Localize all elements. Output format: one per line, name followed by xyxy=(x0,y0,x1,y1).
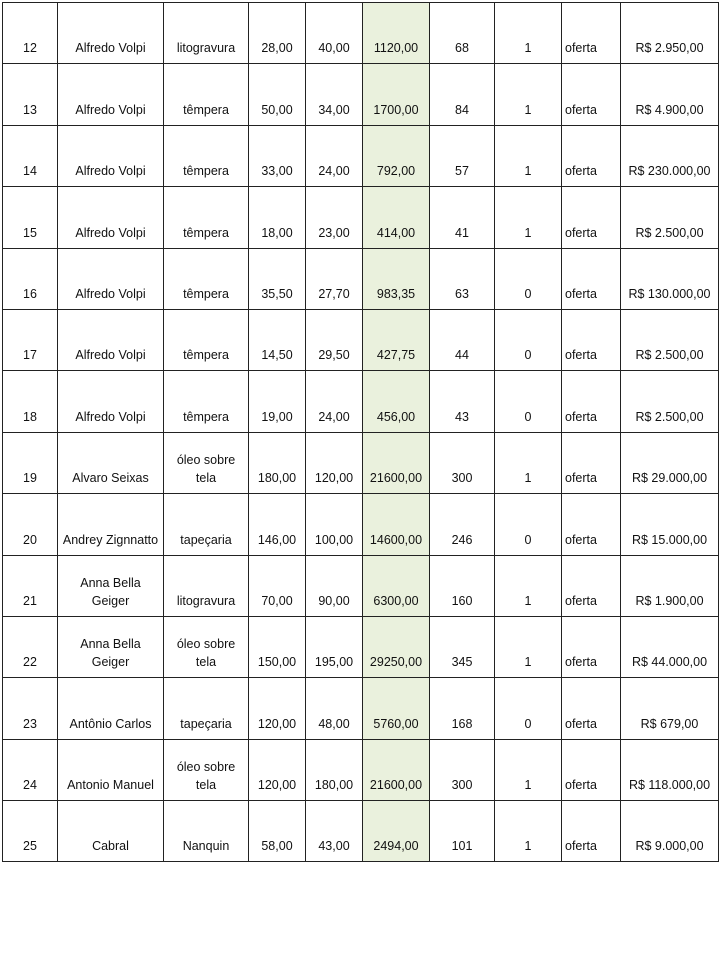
artist-cell: Alfredo Volpi xyxy=(58,309,164,370)
flag-cell: 0 xyxy=(495,494,562,555)
price-cell: R$ 4.900,00 xyxy=(621,64,719,125)
type-cell: oferta xyxy=(562,801,621,862)
height-cell: 33,00 xyxy=(249,125,306,186)
type-cell: oferta xyxy=(562,616,621,677)
width-cell: 40,00 xyxy=(306,3,363,64)
perimeter-cell: 44 xyxy=(430,309,495,370)
price-cell: R$ 230.000,00 xyxy=(621,125,719,186)
width-cell: 27,70 xyxy=(306,248,363,309)
perimeter-cell: 345 xyxy=(430,616,495,677)
perimeter-cell: 300 xyxy=(430,739,495,800)
flag-cell: 0 xyxy=(495,371,562,432)
type-cell: oferta xyxy=(562,125,621,186)
artist-cell: Alfredo Volpi xyxy=(58,125,164,186)
width-cell: 120,00 xyxy=(306,432,363,493)
artist-cell: Alfredo Volpi xyxy=(58,248,164,309)
area-cell: 983,35 xyxy=(363,248,430,309)
technique-cell: têmpera xyxy=(164,371,249,432)
row-number-cell: 13 xyxy=(3,64,58,125)
type-cell: oferta xyxy=(562,555,621,616)
technique-cell: litogravura xyxy=(164,555,249,616)
price-cell: R$ 118.000,00 xyxy=(621,739,719,800)
perimeter-cell: 68 xyxy=(430,3,495,64)
table-row xyxy=(3,64,719,125)
height-cell: 146,00 xyxy=(249,494,306,555)
technique-cell: óleo sobre tela xyxy=(164,432,249,493)
area-cell: 6300,00 xyxy=(363,555,430,616)
technique-cell: têmpera xyxy=(164,125,249,186)
width-cell: 24,00 xyxy=(306,371,363,432)
height-cell: 180,00 xyxy=(249,432,306,493)
type-cell: oferta xyxy=(562,248,621,309)
row-number-cell: 22 xyxy=(3,616,58,677)
artist-cell: Cabral xyxy=(58,801,164,862)
table-row xyxy=(3,3,719,64)
technique-cell: óleo sobre tela xyxy=(164,739,249,800)
perimeter-cell: 246 xyxy=(430,494,495,555)
perimeter-cell: 84 xyxy=(430,64,495,125)
row-number-cell: 18 xyxy=(3,371,58,432)
type-cell: oferta xyxy=(562,64,621,125)
perimeter-cell: 160 xyxy=(430,555,495,616)
row-number-cell: 16 xyxy=(3,248,58,309)
height-cell: 14,50 xyxy=(249,309,306,370)
flag-cell: 1 xyxy=(495,3,562,64)
area-cell: 1120,00 xyxy=(363,3,430,64)
type-cell: oferta xyxy=(562,371,621,432)
flag-cell: 1 xyxy=(495,187,562,248)
type-cell: oferta xyxy=(562,309,621,370)
table-row xyxy=(3,371,719,432)
price-cell: R$ 2.500,00 xyxy=(621,371,719,432)
flag-cell: 1 xyxy=(495,432,562,493)
height-cell: 70,00 xyxy=(249,555,306,616)
flag-cell: 0 xyxy=(495,678,562,739)
technique-cell: têmpera xyxy=(164,309,249,370)
technique-cell: tapeçaria xyxy=(164,494,249,555)
height-cell: 19,00 xyxy=(249,371,306,432)
area-cell: 2494,00 xyxy=(363,801,430,862)
artworks-table xyxy=(2,2,719,862)
width-cell: 29,50 xyxy=(306,309,363,370)
artist-cell: Alfredo Volpi xyxy=(58,3,164,64)
artist-cell: Alfredo Volpi xyxy=(58,371,164,432)
flag-cell: 1 xyxy=(495,739,562,800)
technique-cell: litogravura xyxy=(164,3,249,64)
area-cell: 14600,00 xyxy=(363,494,430,555)
table-row xyxy=(3,248,719,309)
height-cell: 50,00 xyxy=(249,64,306,125)
table-row xyxy=(3,125,719,186)
area-cell: 1700,00 xyxy=(363,64,430,125)
width-cell: 34,00 xyxy=(306,64,363,125)
area-cell: 5760,00 xyxy=(363,678,430,739)
height-cell: 35,50 xyxy=(249,248,306,309)
height-cell: 120,00 xyxy=(249,678,306,739)
type-cell: oferta xyxy=(562,3,621,64)
technique-cell: têmpera xyxy=(164,64,249,125)
type-cell: oferta xyxy=(562,494,621,555)
row-number-cell: 14 xyxy=(3,125,58,186)
width-cell: 100,00 xyxy=(306,494,363,555)
width-cell: 23,00 xyxy=(306,187,363,248)
artist-cell: Alfredo Volpi xyxy=(58,64,164,125)
price-cell: R$ 29.000,00 xyxy=(621,432,719,493)
row-number-cell: 23 xyxy=(3,678,58,739)
width-cell: 180,00 xyxy=(306,739,363,800)
type-cell: oferta xyxy=(562,678,621,739)
table-body xyxy=(3,3,719,862)
price-cell: R$ 44.000,00 xyxy=(621,616,719,677)
row-number-cell: 12 xyxy=(3,3,58,64)
perimeter-cell: 57 xyxy=(430,125,495,186)
row-number-cell: 20 xyxy=(3,494,58,555)
width-cell: 48,00 xyxy=(306,678,363,739)
type-cell: oferta xyxy=(562,739,621,800)
artist-cell: Alfredo Volpi xyxy=(58,187,164,248)
flag-cell: 1 xyxy=(495,125,562,186)
price-cell: R$ 1.900,00 xyxy=(621,555,719,616)
flag-cell: 1 xyxy=(495,801,562,862)
table-row xyxy=(3,616,719,677)
area-cell: 29250,00 xyxy=(363,616,430,677)
height-cell: 150,00 xyxy=(249,616,306,677)
width-cell: 24,00 xyxy=(306,125,363,186)
artist-cell: Antônio Carlos xyxy=(58,678,164,739)
perimeter-cell: 43 xyxy=(430,371,495,432)
area-cell: 414,00 xyxy=(363,187,430,248)
table-row xyxy=(3,555,719,616)
row-number-cell: 15 xyxy=(3,187,58,248)
flag-cell: 0 xyxy=(495,248,562,309)
table-row xyxy=(3,739,719,800)
height-cell: 28,00 xyxy=(249,3,306,64)
technique-cell: Nanquin xyxy=(164,801,249,862)
area-cell: 792,00 xyxy=(363,125,430,186)
width-cell: 90,00 xyxy=(306,555,363,616)
price-cell: R$ 679,00 xyxy=(621,678,719,739)
area-cell: 21600,00 xyxy=(363,432,430,493)
row-number-cell: 25 xyxy=(3,801,58,862)
row-number-cell: 24 xyxy=(3,739,58,800)
price-cell: R$ 9.000,00 xyxy=(621,801,719,862)
type-cell: oferta xyxy=(562,187,621,248)
table-row xyxy=(3,432,719,493)
price-cell: R$ 2.500,00 xyxy=(621,309,719,370)
table-row xyxy=(3,494,719,555)
table-row xyxy=(3,309,719,370)
price-cell: R$ 2.500,00 xyxy=(621,187,719,248)
artist-cell: Anna Bella Geiger xyxy=(58,616,164,677)
table-row xyxy=(3,801,719,862)
technique-cell: óleo sobre tela xyxy=(164,616,249,677)
technique-cell: têmpera xyxy=(164,187,249,248)
flag-cell: 1 xyxy=(495,64,562,125)
technique-cell: tapeçaria xyxy=(164,678,249,739)
artist-cell: Andrey Zignnatto xyxy=(58,494,164,555)
perimeter-cell: 300 xyxy=(430,432,495,493)
flag-cell: 1 xyxy=(495,555,562,616)
area-cell: 427,75 xyxy=(363,309,430,370)
width-cell: 43,00 xyxy=(306,801,363,862)
perimeter-cell: 41 xyxy=(430,187,495,248)
height-cell: 18,00 xyxy=(249,187,306,248)
perimeter-cell: 101 xyxy=(430,801,495,862)
artist-cell: Alvaro Seixas xyxy=(58,432,164,493)
row-number-cell: 21 xyxy=(3,555,58,616)
type-cell: oferta xyxy=(562,432,621,493)
area-cell: 456,00 xyxy=(363,371,430,432)
height-cell: 120,00 xyxy=(249,739,306,800)
price-cell: R$ 15.000,00 xyxy=(621,494,719,555)
price-cell: R$ 130.000,00 xyxy=(621,248,719,309)
artist-cell: Antonio Manuel xyxy=(58,739,164,800)
perimeter-cell: 168 xyxy=(430,678,495,739)
row-number-cell: 19 xyxy=(3,432,58,493)
area-cell: 21600,00 xyxy=(363,739,430,800)
table-row xyxy=(3,678,719,739)
flag-cell: 0 xyxy=(495,309,562,370)
perimeter-cell: 63 xyxy=(430,248,495,309)
technique-cell: têmpera xyxy=(164,248,249,309)
price-cell: R$ 2.950,00 xyxy=(621,3,719,64)
artist-cell: Anna Bella Geiger xyxy=(58,555,164,616)
width-cell: 195,00 xyxy=(306,616,363,677)
flag-cell: 1 xyxy=(495,616,562,677)
height-cell: 58,00 xyxy=(249,801,306,862)
row-number-cell: 17 xyxy=(3,309,58,370)
table-row xyxy=(3,187,719,248)
